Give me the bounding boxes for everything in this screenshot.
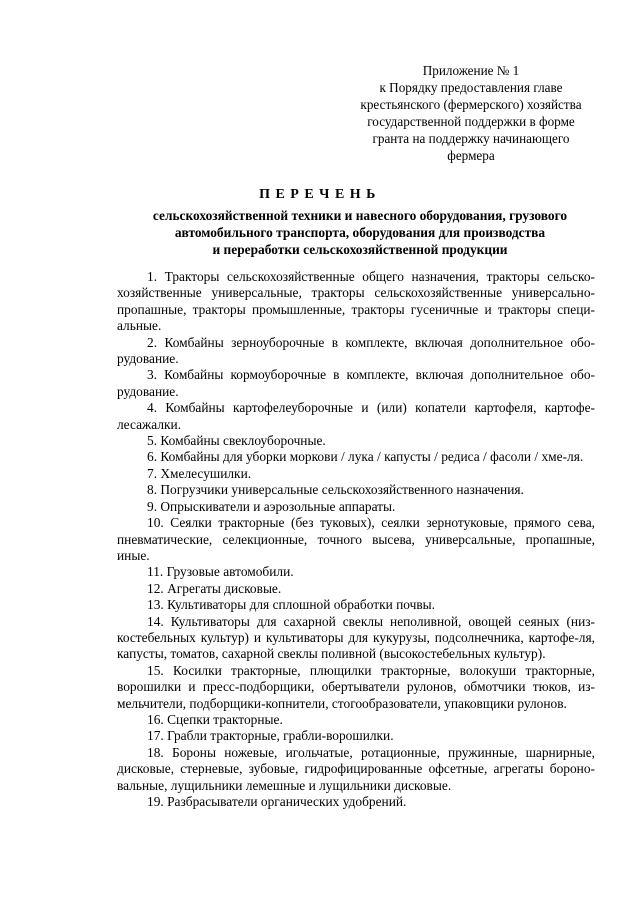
list-item: 10. Сеялки тракторные (без туковых), сеялки зернотуковые, прямого сева, пневматические, селекционные, точного высева, универсальные, пропашные, иные.: [117, 515, 595, 563]
appendix-line: государственной поддержки в форме: [367, 114, 575, 129]
appendix-line: фермера: [447, 148, 495, 163]
list-item: 2. Комбайны зерноуборочные в комплекте, включая дополнительное обо-рудование.: [117, 334, 595, 367]
appendix-line: Приложение № 1: [422, 63, 520, 78]
appendix-header: [340, 62, 602, 164]
appendix-line: к Порядку предоставления главе: [379, 80, 563, 95]
appendix-line: крестьянского (фермерского) хозяйства: [360, 97, 582, 112]
subtitle-line: сельскохозяйственной техники и навесного оборудования, грузового: [152, 208, 568, 223]
list-item: 17. Грабли тракторные, грабли-ворошилки.: [147, 728, 394, 744]
document-title: ПЕРЕЧЕНЬ: [259, 187, 381, 202]
list-item: 13. Культиваторы для сплошной обработки почвы.: [147, 597, 436, 613]
subtitle-line: и переработки сельскохозяйственной продукции: [212, 242, 508, 257]
list-item: 7. Хмелесушилки.: [147, 465, 252, 481]
list-item: 14. Культиваторы для сахарной свеклы неполивной, овощей сеяных (низ-костебельных культур) и культиваторы для кукурузы, подсолнечника, картофе-ля, капусты, томатов, сахарной свеклы поливной (высокостебельных культур).: [117, 613, 595, 662]
list-item: 1. Тракторы сельскохозяйственные общего назначения, тракторы сельско-хозяйственные универсальные, тракторы сельскохозяйственные универсально-пропашные, тракторы промышленные, тракторы гусеничные и тракторы специ-альные.: [117, 269, 595, 334]
list-item: 15. Косилки тракторные, плющилки тракторные, волокуши тракторные, ворошилки и пресс-подборщики, обертыватели рулонов, обмотчики тюков, из-мельчители, подборщики-копнители, стогообразователи, упаковщики рулонов.: [117, 662, 595, 711]
list-item: 4. Комбайны картофелеуборочные и (или) копатели картофеля, картофе-лесажалки.: [117, 400, 595, 432]
list-item: 8. Погрузчики универсальные сельскохозяйственного назначения.: [147, 482, 524, 498]
list-item: 11. Грузовые автомобили.: [147, 564, 294, 580]
list-item: 9. Опрыскиватели и аэрозольные аппараты.: [147, 498, 396, 514]
list-item: 3. Комбайны кормоуборочные в комплекте, включая дополнительное обо-рудование.: [117, 367, 595, 399]
document-subtitle: [120, 207, 600, 258]
equipment-list: [117, 269, 595, 810]
list-item: 16. Сцепки тракторные.: [147, 711, 283, 727]
list-item: 19. Разбрасыватели органических удобрений.: [147, 794, 407, 809]
appendix-line: гранта на поддержку начинающего: [372, 131, 570, 146]
list-item: 6. Комбайны для уборки моркови / лука / капусты / редиса / фасоли / хме-ля.: [147, 449, 584, 465]
list-item: 12. Агрегаты дисковые.: [147, 580, 282, 596]
list-item: 5. Комбайны свеклоуборочные.: [147, 433, 326, 449]
list-item: 18. Бороны ножевые, игольчатые, ротационные, пружинные, шарнирные, дисковые, стерневые, зубовые, гидрофицированные офсетные, агрегаты бороно-вальные, лущильники лемешные и лущильники дисковые.: [117, 744, 595, 793]
subtitle-line: автомобильного транспорта, оборудования для производства: [174, 225, 546, 240]
